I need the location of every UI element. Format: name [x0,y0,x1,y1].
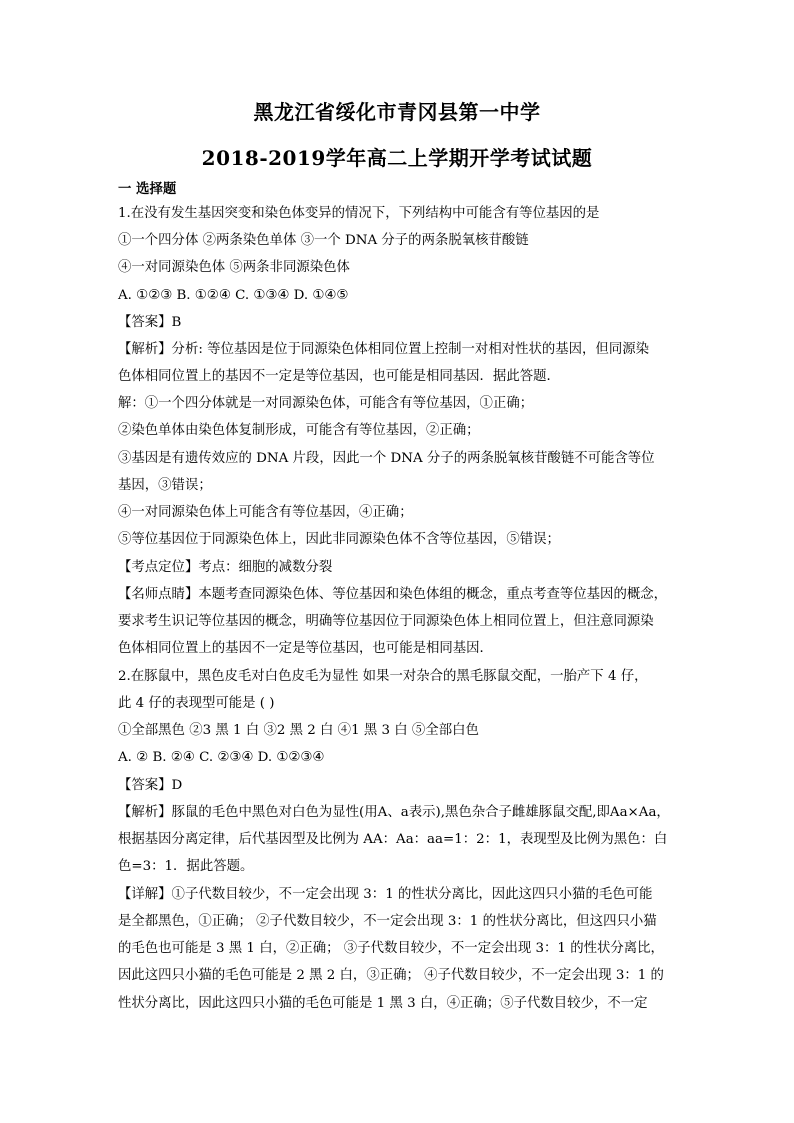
text-line: 【答案】B [118,315,182,330]
text-line: ①全部黑色 ②3 黑 1 白 ③2 黑 2 白 ④1 黑 3 白 ⑤全部白色 [118,723,479,738]
text-line: ①一个四分体 ②两条染色单体 ③一个 DNA 分子的两条脱氧核苷酸链 [118,233,529,248]
text-line: 【名师点睛】本题考查同源染色体、等位基因和染色体组的概念，重点考查等位基因的概念， [118,587,668,602]
title-line-2: 2018-2019学年高二上学期开学考试试题 [201,146,593,170]
text-line: 要求考生识记等位基因的概念，明确等位基因位于同源染色体上相同位置上，但注意同源染 [118,614,654,629]
text-line: 解：①一个四分体就是一对同源染色体，可能含有等位基因，①正确； [118,396,534,411]
text-line: 【解析】豚鼠的毛色中黑色对白色为显性(用A、a表示),黑色杂合子雌雄豚鼠交配,即Aa×Aa， [118,805,670,820]
text-line: 【考点定位】考点：细胞的减数分裂 [118,560,333,575]
text-line: 色=3：1．据此答题。 [118,859,254,874]
section-heading: 一 选择题 [118,181,177,197]
text-line: A. ② B. ②④ C. ②③④ D. ①②③④ [118,750,325,765]
text-line: ③基因是有遗传效应的 DNA 片段，因此一个 DNA 分子的两条脱氧核苷酸链不可能含等位 [118,451,655,466]
text-line: 【答案】D [118,778,183,793]
text-line: 因此这四只小猫的毛色可能是 2 黑 2 白，③正确； ④子代数目较少，不一定会出现 3：1 的 [118,968,664,983]
text-line: 色体相同位置上的基因不一定是等位基因，也可能是相同基因．据此答题． [118,369,560,384]
text-line: 基因，③错误； [118,478,212,493]
text-line: ②染色单体由染色体复制形成，可能含有等位基因，②正确； [118,423,480,438]
text-line: 【解析】分析: 等位基因是位于同源染色体相同位置上控制一对相对性状的基因，但同源染 [118,342,649,357]
text-line: 是全都黑色，①正确； ②子代数目较少，不一定会出现 3：1 的性状分离比，但这四只小猫 [118,914,657,929]
text-line: 1.在没有发生基因突变和染色体变异的情况下，下列结构中可能含有等位基因的是 [118,206,600,221]
text-line: 性状分离比，因此这四只小猫的毛色可能是 1 黑 3 白，④正确；⑤子代数目较少，不一定 [118,996,648,1011]
text-line: ④一对同源染色体 ⑤两条非同源染色体 [118,260,350,275]
text-line: 的毛色也可能是 3 黑 1 白，②正确； ③子代数目较少，不一定会出现 3：1 的性状分离比， [118,941,664,956]
text-line: 此 4 仔的表现型可能是 ( ) [118,696,275,711]
title-line-1: 黑龙江省绥化市青冈县第一中学 [253,100,541,124]
text-line: 【详解】①子代数目较少，不一定会出现 3：1 的性状分离比，因此这四只小猫的毛色可能 [118,887,653,902]
text-line: 根据基因分离定律，后代基因型及比例为 AA：Aa：aa=1：2：1，表现型及比例为黑色：白 [118,832,668,847]
text-line: ⑤等位基因位于同源染色体上，因此非同源染色体不含等位基因，⑤错误； [118,532,560,547]
text-line: ④一对同源染色体上可能含有等位基因，④正确； [118,505,413,520]
text-line: 2.在豚鼠中，黑色皮毛对白色皮毛为显性 如果一对杂合的黑毛豚鼠交配，一胎产下 4 仔， [118,669,648,684]
text-line: 色体相同位置上的基因不一定是等位基因，也可能是相同基因． [118,641,493,656]
text-line: A. ①②③ B. ①②④ C. ①③④ D. ①④⑤ [118,288,349,303]
